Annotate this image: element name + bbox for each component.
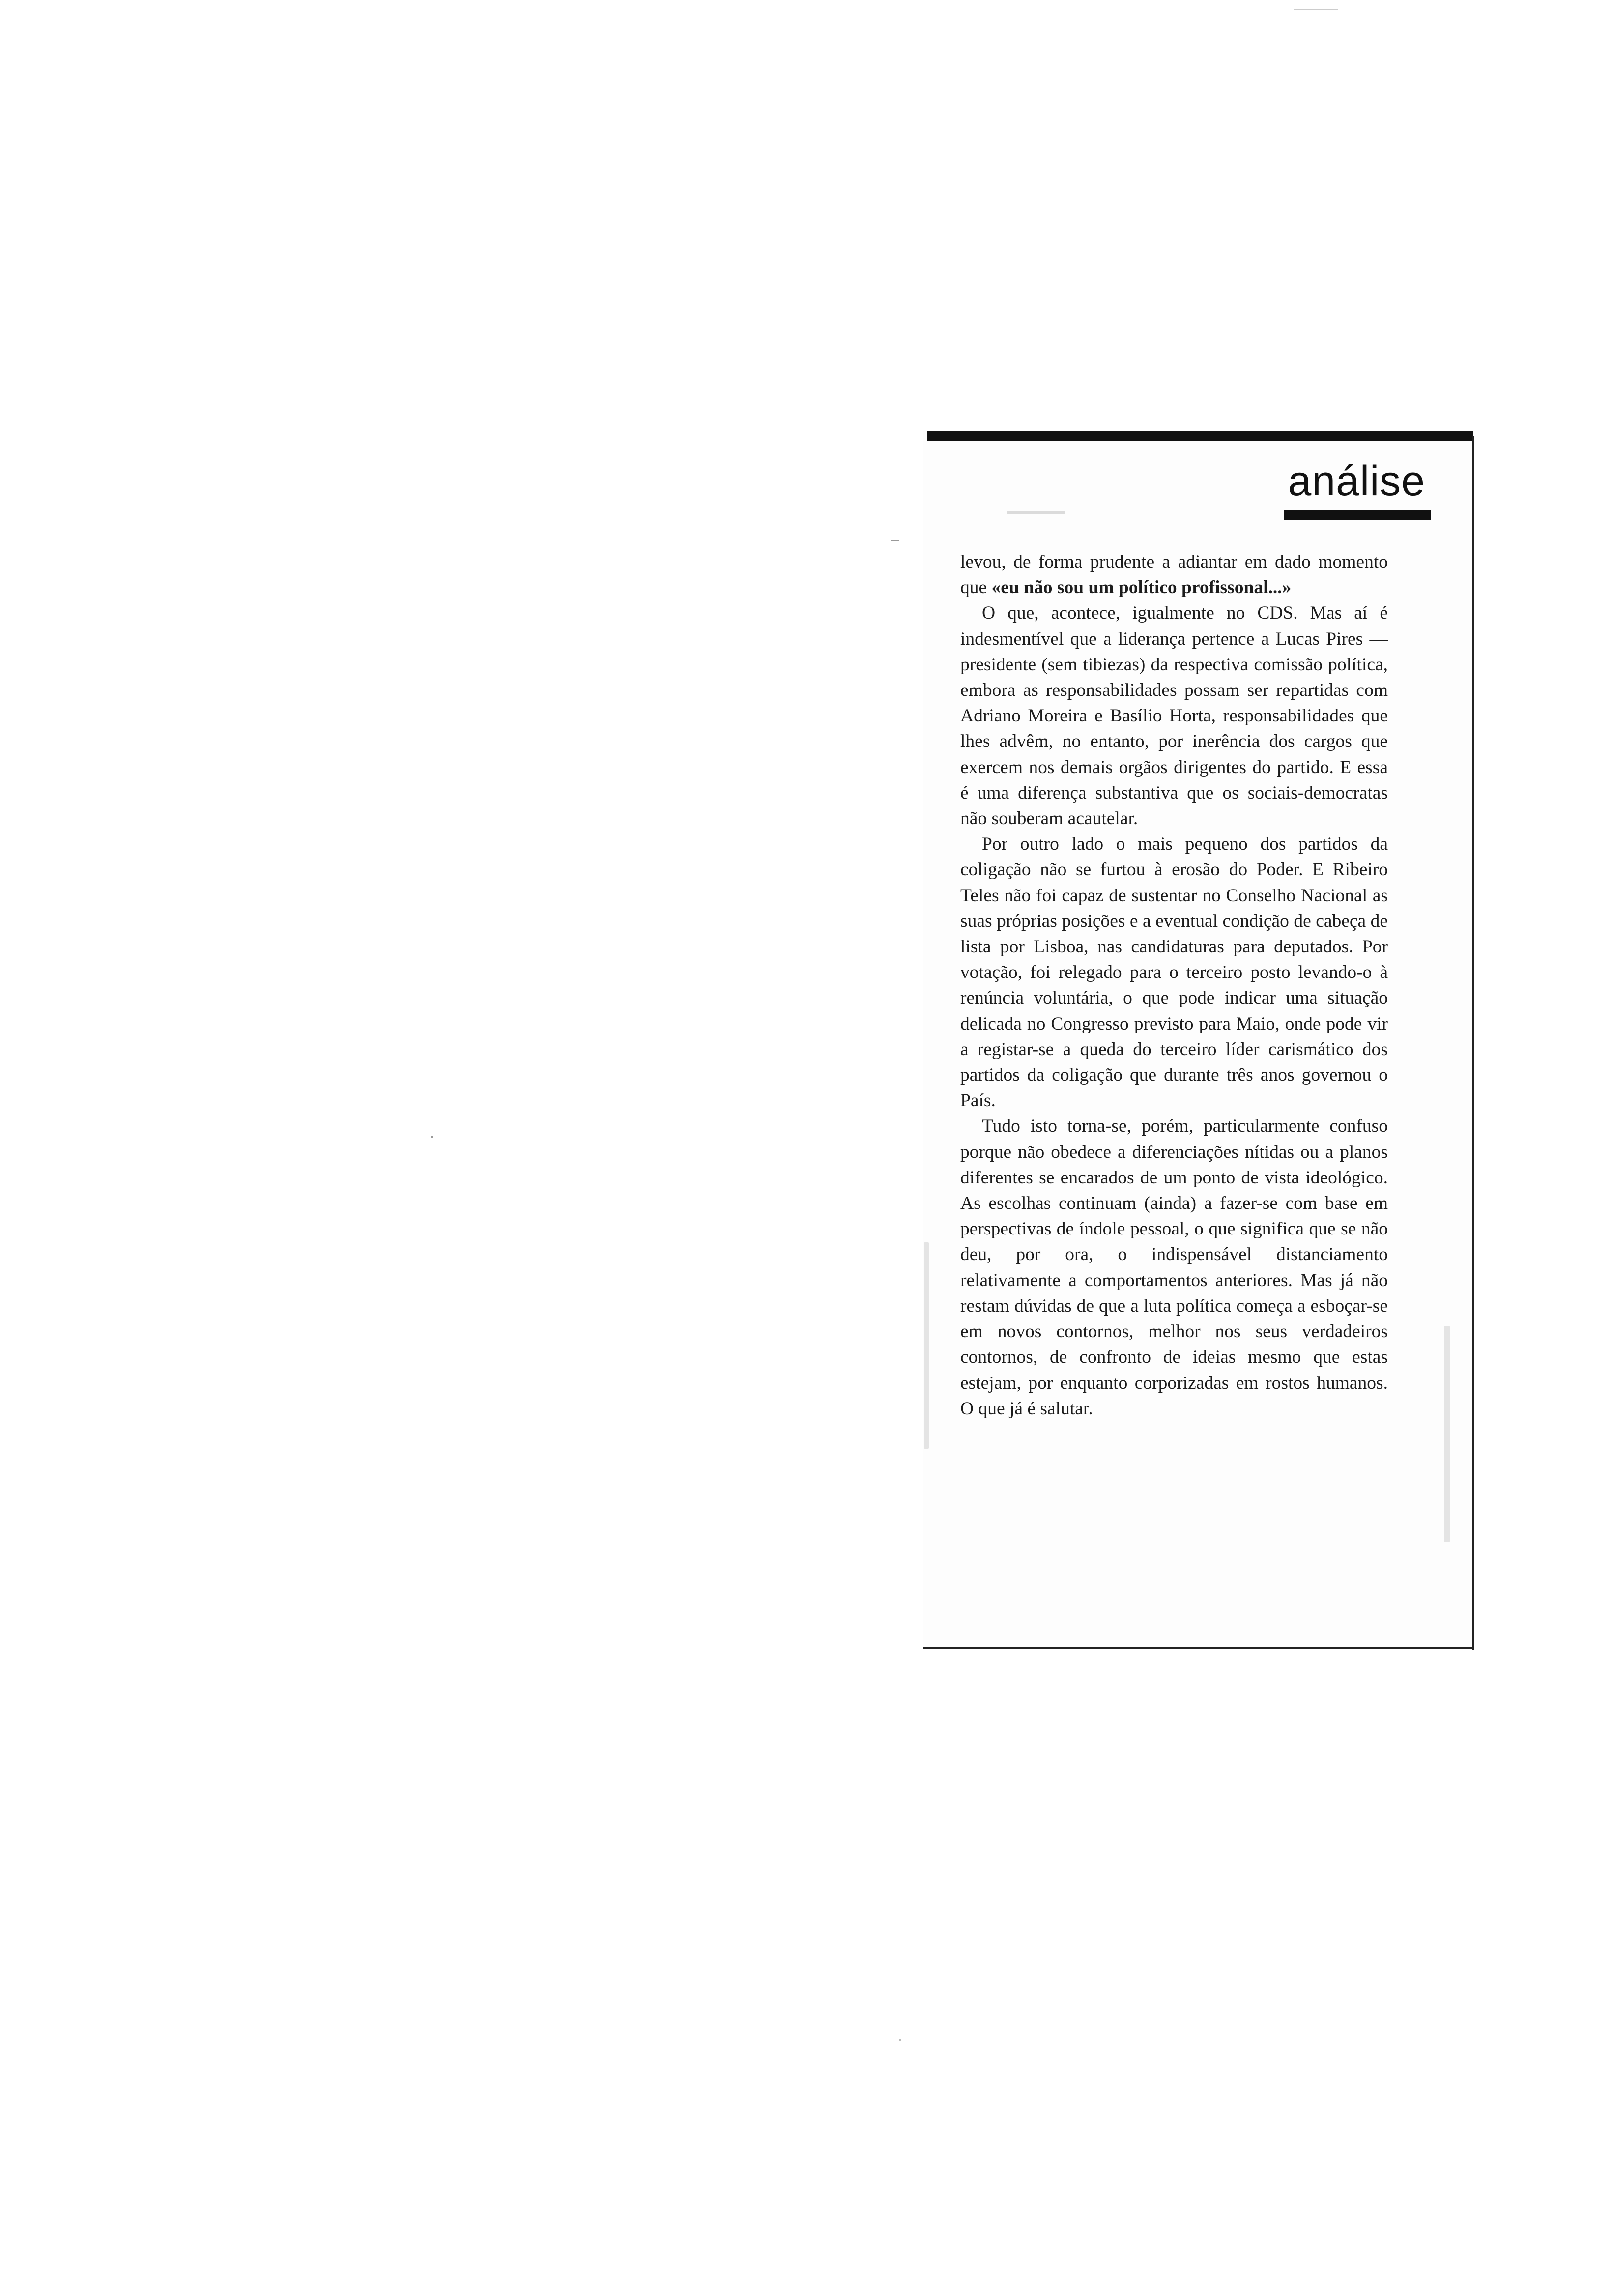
newspaper-clipping	[923, 431, 1474, 1649]
clipping-top-rule	[927, 431, 1473, 441]
scan-speck	[899, 2039, 901, 2041]
article-body	[960, 549, 1388, 1422]
section-header-bar	[1284, 510, 1431, 520]
scan-speck	[1294, 9, 1338, 10]
clipping-right-rule	[1472, 436, 1474, 1650]
scan-smudge	[924, 1242, 929, 1449]
clipping-bottom-rule	[923, 1647, 1474, 1649]
scan-speck	[891, 540, 899, 541]
scan-smudge	[1007, 511, 1065, 514]
scan-speck	[431, 1136, 433, 1138]
article-paragraph	[960, 549, 1388, 601]
scan-smudge	[1444, 1326, 1450, 1542]
section-header: análise	[1288, 458, 1425, 505]
article-paragraph: O que, acontece, igualmente no CDS. Mas aí é indesmentível que a liderança pertence a Lucas Pires — presidente (sem tibiezas) da respectiva comissão política, embora as responsabilidades possam ser repartidas com Adriano Moreira e Basílio Horta, responsabilidades que lhes advêm, no entanto, por inerência dos cargos que exercem nos demais orgãos dirigentes do partido. E essa é uma diferença substantiva que os sociais-democratas não souberam acautelar.	[960, 603, 1388, 829]
quoted-statement: «eu não sou um político profissonal...»	[991, 577, 1292, 598]
article-paragraph: Tudo isto torna-se, porém, particularmente confuso porque não obedece a diferenciações nítidas ou a planos diferentes se encarados de um ponto de vista ideológico. As escolhas continuam (ainda) a fazer-se com base em perspectivas de índole pessoal, o que significa que se não deu, por ora, o indispensável distanciamento relativamente a comportamentos anteriores. Mas já não restam dúvidas de que a luta política começa a esboçar-se em novos contornos, melhor nos seus verdadeiros contornos, de confronto de ideias mesmo que estas estejam, por enquanto corporizadas em rostos humanos. O que já é salutar.	[960, 1116, 1388, 1419]
paragraph-text: levou, de forma prudente a adiantar em dado momento que	[960, 552, 1388, 598]
article-paragraph: Por outro lado o mais pequeno dos partidos da coligação não se furtou à erosão do Poder. E Ribeiro Teles não foi capaz de sustentar no Conselho Nacional as suas próprias posições e a eventual condição de cabeça de lista por Lisboa, nas candidaturas para deputados. Por votação, foi relegado para o terceiro posto levando-o à renúncia voluntária, o que pode indicar uma situação delicada no Congresso previsto para Maio, onde pode vir a registar-se a queda do terceiro líder carismático dos partidos da coligação que durante três anos governou o País.	[960, 834, 1388, 1111]
